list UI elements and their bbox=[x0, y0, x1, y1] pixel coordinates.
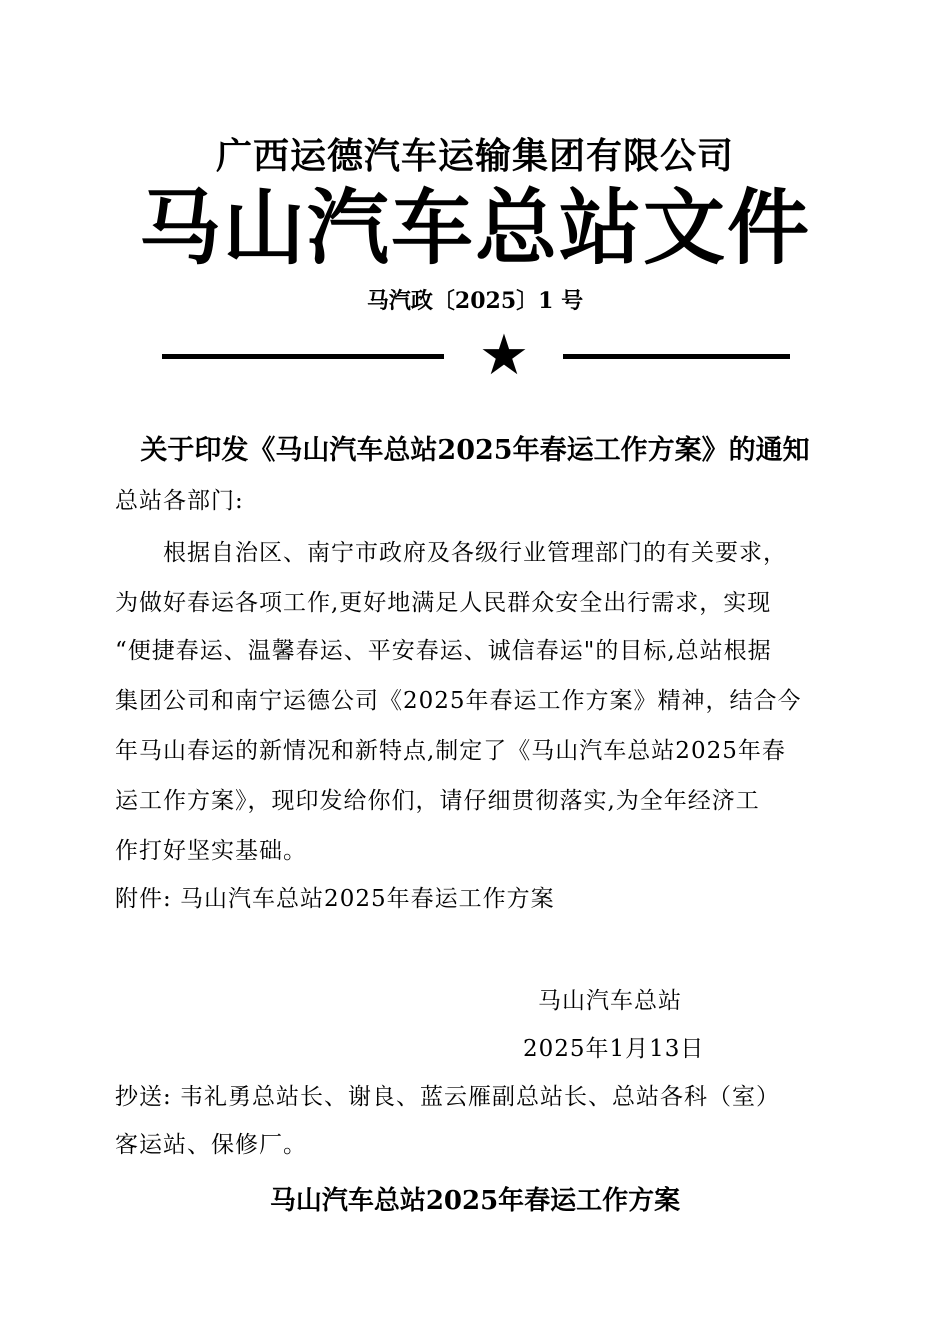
attachment-line: 附件: 马山汽车总站2025年春运工作方案 bbox=[115, 886, 555, 912]
paragraph-line: 为做好春运各项工作,更好地满足人民群众安全出行需求，实现 bbox=[115, 590, 772, 616]
notice-title: 关于印发《马山汽车总站2025年春运工作方案》的通知 bbox=[140, 435, 810, 466]
paragraph-line: 集团公司和南宁运德公司《2025年春运工作方案》精神，结合今 bbox=[115, 688, 802, 714]
signature-date: 2025年1月13日 bbox=[523, 1036, 705, 1062]
cc-line: 客运站、保修厂。 bbox=[115, 1132, 307, 1158]
header-rule-left bbox=[162, 354, 444, 359]
star-icon: ★ bbox=[478, 323, 530, 388]
recipient: 总站各部门: bbox=[115, 488, 244, 514]
header-rule-right bbox=[563, 354, 790, 359]
paragraph-line: 根据自治区、南宁市政府及各级行业管理部门的有关要求， bbox=[115, 540, 787, 566]
paragraph-line: 作打好坚实基础。 bbox=[115, 838, 307, 864]
document-title: 马山汽车总站文件 bbox=[138, 180, 811, 276]
cc-line: 抄送: 韦礼勇总站长、谢良、蓝云雁副总站长、总站各科（室） bbox=[115, 1084, 781, 1110]
paragraph-line: “便捷春运、温馨春运、平安春运、诚信春运"的目标,总站根据 bbox=[115, 638, 772, 664]
paragraph-line: 年马山春运的新情况和新特点,制定了《马山汽车总站2025年春 bbox=[115, 738, 786, 764]
plan-title: 马山汽车总站2025年春运工作方案 bbox=[269, 1186, 681, 1216]
signature-org: 马山汽车总站 bbox=[538, 988, 682, 1014]
paragraph-line: 运工作方案》，现印发给你们，请仔细贯彻落实,为全年经济工 bbox=[115, 788, 760, 814]
org-name: 广西运德汽车运输集团有限公司 bbox=[215, 135, 734, 177]
document-number: 马汽政〔2025〕1 号 bbox=[366, 288, 584, 314]
